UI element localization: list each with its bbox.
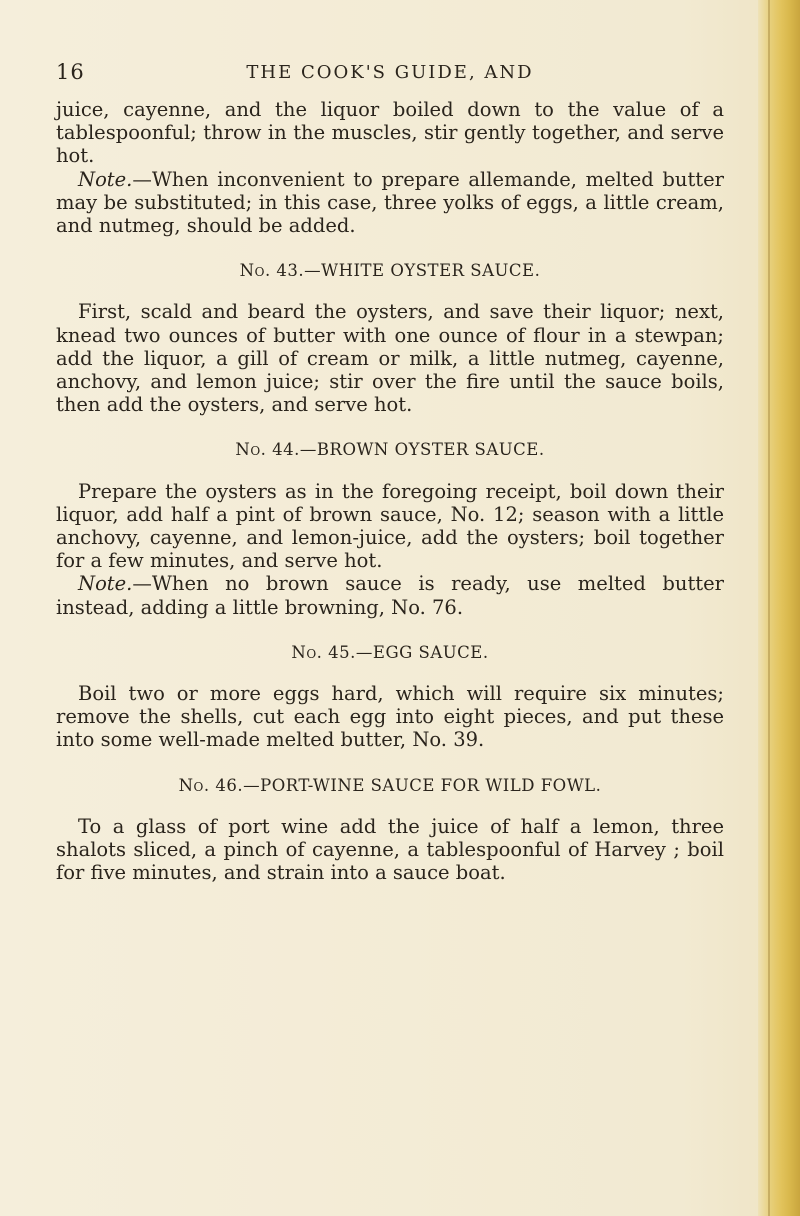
paragraph-no-46: To a glass of port wine add the juice of half a lemon, three shalots sliced, a pinch of cayenne, a tablespoonful of Harvey ; boil for five minutes, and strain into a sauce boat.: [56, 814, 724, 885]
page-number: 16: [56, 60, 85, 84]
page-header: [56, 60, 724, 90]
heading-no-44: No. 44.—BROWN OYSTER SAUCE.: [235, 440, 545, 460]
intro-note: [56, 168, 724, 238]
page-edge: [758, 0, 800, 1216]
heading-no-45: No. 45.—EGG SAUCE.: [291, 642, 489, 662]
note-no-44: [56, 572, 724, 618]
paragraph-no-43: First, scald and beard the oysters, and save their liquor; next, knead two ounces of butter with one ounce of flour in a stewpan; add the liquor, a gill of cream or milk, a little nutmeg, cayenne, anchovy, and lemon juice; stir over the fire until the sauce boils, then add the oysters, and serve hot.: [56, 300, 724, 417]
note-text: —When inconvenient to prepare allemande, melted butter may be substituted; in this case, three yolks of eggs, a little cream, and nutmeg, should be added.: [56, 167, 724, 238]
paragraph-no-45: Boil two or more eggs hard, which will require six minutes; remove the shells, cut each egg into eight pieces, and put these into some well-made melted butter, No. 39.: [56, 682, 724, 752]
note-label: Note.: [78, 167, 133, 191]
note-text: —When no brown sauce is ready, use melted butter instead, adding a little browning, No. 76.: [56, 572, 724, 619]
intro-paragraph: juice, cayenne, and the liquor boiled down to the value of a tablespoonful; throw in the muscles, stir gently together, and serve hot.: [56, 98, 724, 168]
note-label: Note.: [78, 572, 133, 596]
page-content: [56, 98, 724, 884]
heading-no-43: No. 43.—WHITE OYSTER SAUCE.: [239, 261, 541, 281]
running-head: THE COOK'S GUIDE, AND: [246, 62, 534, 83]
paragraph-no-44: Prepare the oysters as in the foregoing receipt, boil down their liquor, add half a pint of brown sauce, No. 12; season with a little anchovy, cayenne, and lemon-juice, add the oysters; boil together for a few minutes, and serve hot.: [56, 479, 724, 573]
heading-no-46: No. 46.—PORT-WINE SAUCE FOR WILD FOWL.: [178, 775, 602, 795]
